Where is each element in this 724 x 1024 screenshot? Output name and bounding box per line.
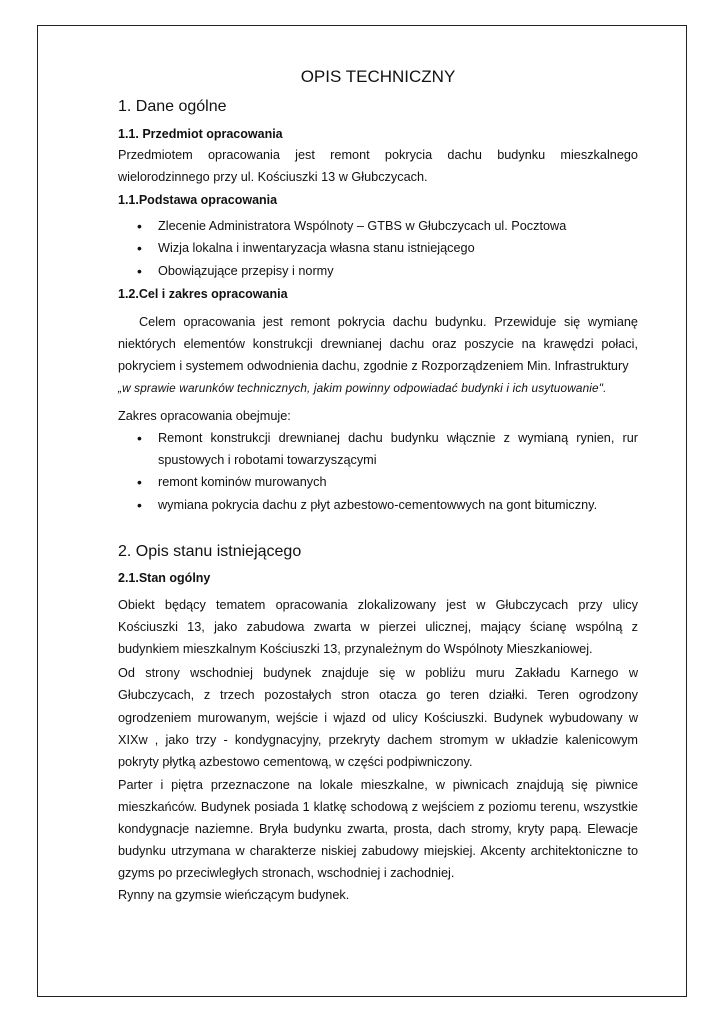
section-1-heading: 1. Dane ogólne [118,98,227,115]
paragraph-line: wielorodzinnego przy ul. Kościuszki 13 w Głubczycach. [118,170,428,184]
paragraph-line: ogrodzeniem murowanym, wejście i wjazd od ulicy Kościuszki. Budynek wybudowany w [118,711,638,725]
bullet-icon: • [137,263,142,279]
list-item-text: wymiana pokrycia dachu z płyt azbestowo-cementowwych na gont bitumiczny. [158,498,598,512]
paragraph-line: Celem opracowania jest remont pokrycia dachu budynku. Przewiduje się wymianę [139,315,638,329]
section-1-2-heading: 1.2.Cel i zakres opracowania [118,287,288,301]
paragraph-line: budynku utrzymana w charakterze niskiej zabudowy miejskiej. Akcenty architektoniczne to [118,844,638,858]
paragraph-line: kondygnacje naziemne. Bryła budynku zwarta, prosta, dach stromy, kryty papą. Elewacje [118,822,638,836]
scope-intro: Zakres opracowania obejmuje: [118,409,291,423]
document-title: OPIS TECHNICZNY [300,67,456,86]
paragraph-line: Obiekt będący tematem opracowania zlokalizowany jest w Głubczycach przy ulicy [118,598,638,612]
paragraph-line: budynkiem mieszkalnym Kościuszki 13, przynależnym do Wspólnoty Mieszkaniowej. [118,642,593,656]
section-2-1-heading: 2.1.Stan ogólny [118,571,211,585]
list-item [137,240,475,256]
paragraph-line: XIXw , jako trzy - kondygnacyjny, przekryty dachem stromym w układzie kalenicowym [118,733,638,747]
paragraph-quote-line: „w sprawie warunków technicznych, jakim powinny odpowiadać budynki i ich usytuowanie". [118,381,607,395]
paragraph-line: mieszkańców. Budynek posiada 1 klatkę schodową z wejściem z poziomu terenu, wszystkie [118,800,638,814]
list-item-text: Zlecenie Administratora Wspólnoty – GTBS w Głubczycach ul. Pocztowa [158,219,567,233]
list-item-text: Remont konstrukcji drewnianej dachu budynku włącznie z wymianą rynien, rur [158,431,638,445]
section-2-heading: 2. Opis stanu istniejącego [118,543,302,560]
list-item [137,497,598,513]
paragraph-line: Rynny na gzymsie wieńczącym budynek. [118,888,350,902]
paragraph-line: Od strony wschodniej budynek znajduje się w pobliżu muru Zakładu Karnego w [118,666,638,680]
list-item-text: Obowiązujące przepisy i normy [158,264,334,278]
list-item [137,263,334,279]
bullet-icon: • [137,240,142,256]
section-basis-heading: 1.1.Podstawa opracowania [118,193,278,207]
list-item [137,430,638,446]
list-item [137,218,567,234]
list-item [137,474,327,490]
paragraph-line: pokryty płytką azbestowo cementową, w części podpiwniczony. [118,755,473,769]
bullet-icon: • [137,497,142,513]
bullet-icon: • [137,474,142,490]
section-1-1-heading: 1.1. Przedmiot opracowania [118,127,283,141]
paragraph-line: Parter i piętra przeznaczone na lokale mieszkalne, w piwnicach znajdują się piwnice [118,778,638,792]
document-page [37,25,687,997]
bullet-icon: • [137,218,142,234]
list-item-text: Wizja lokalna i inwentaryzacja własna stanu istniejącego [158,241,475,255]
list-item-text: remont kominów murowanych [158,475,327,489]
bullet-icon: • [137,430,142,446]
list-item-continuation: spustowych i robotami towarzyszącymi [158,453,377,467]
paragraph-line: pokryciem i systemem odwodnienia dachu, zgodnie z Rozporządzeniem Min. Infrastruktury [118,359,629,373]
paragraph-line: Głubczycach, z trzech pozostałych stron otacza go teren działki. Teren ogrodzony [118,688,638,702]
paragraph-line: Przedmiotem opracowania jest remont pokrycia dachu budynku mieszkalnego [118,148,638,162]
paragraph-line: Kościuszki 13, jako zabudowa zwarta w pierzei ulicznej, mający ścianę wspólną z [118,620,638,634]
paragraph-line: niektórych elementów konstrukcji drewnianej dachu oraz poszycie na krawędzi połaci, [118,337,638,351]
paragraph-line: gzyms po przeciwległych stronach, wschodniej i zachodniej. [118,866,455,880]
